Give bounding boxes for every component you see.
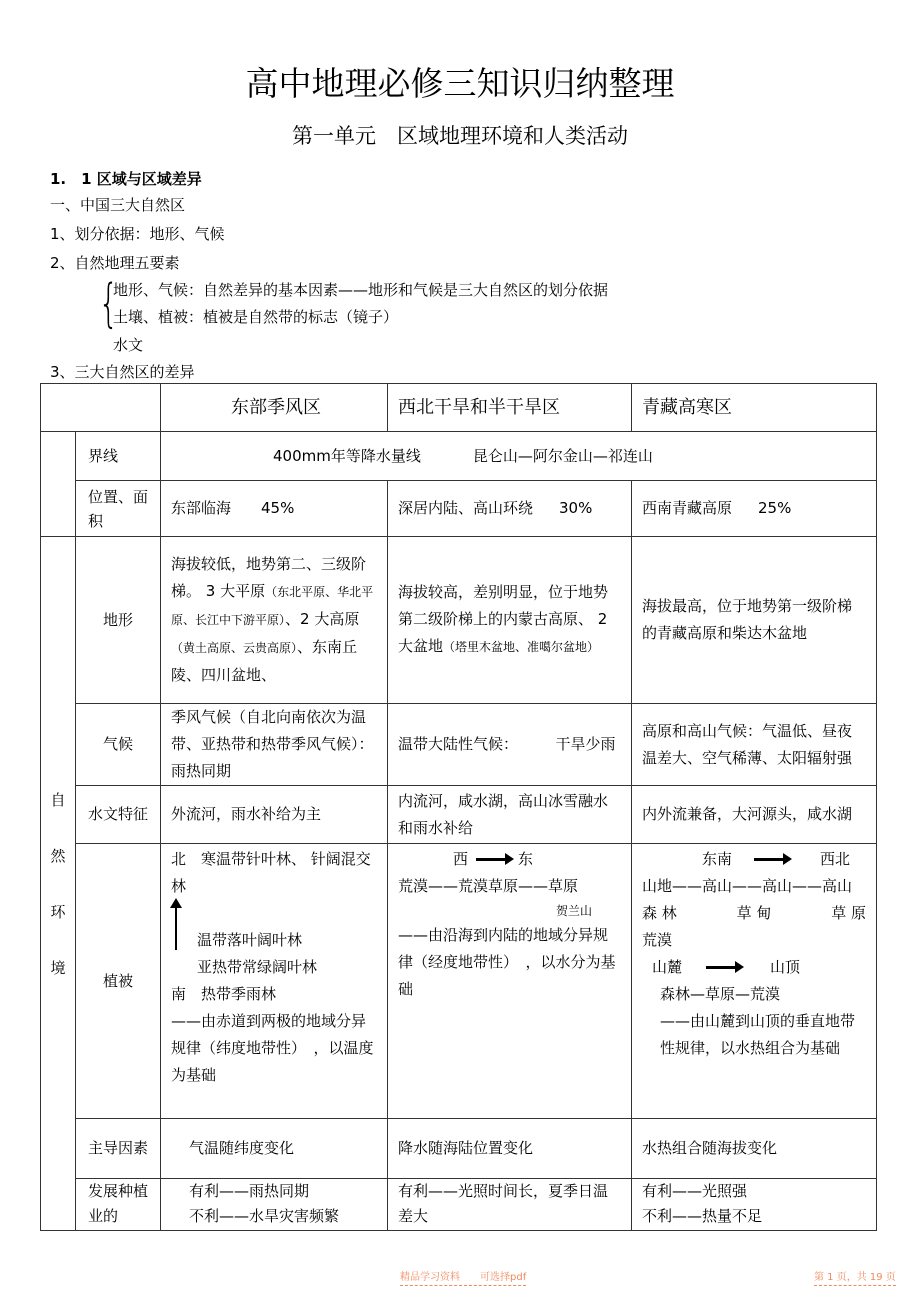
text-line: 3、三大自然区的差异 [50, 363, 195, 381]
area-percent: 25% [758, 499, 792, 517]
area-cell [388, 481, 632, 537]
row-label: 发展种植业的 [76, 1179, 161, 1231]
row-label: 位置、面积 [76, 481, 161, 537]
comparison-table [40, 383, 877, 1231]
empty-cell [41, 432, 76, 537]
hydrology-qinghai: 内外流兼备，大河源头，咸水湖 [632, 786, 877, 844]
climate-northwest: 温带大陆性气候： 干旱少雨 [388, 704, 632, 786]
climate-east: 季风气候（自北向南依次为温带、亚热带和热带季风气候）：雨热同期 [161, 704, 388, 786]
unit-title: 第一单元 区域地理环境和人类活动 [292, 124, 628, 148]
header-qinghai: 青藏高寒区 [632, 384, 877, 432]
section-heading: 1. 1 区域与区域差异 [50, 170, 202, 188]
row-label: 气候 [76, 704, 161, 786]
area-percent: 45% [261, 499, 295, 517]
right-arrow-icon [706, 966, 740, 969]
area-cell [161, 481, 388, 537]
footer-left: 精品学习资料 可选择pdf [400, 1268, 526, 1286]
vegetation-east: 北 寒温带针叶林、 针阔混交林 温带落叶阔叶林 亚热带常绿阔叶林 南 热带季雨林 ——由赤道到两极的地域分异规律（纬度地带性） ，以温度为基础 [161, 844, 388, 1119]
header-northwest: 西北干旱和半干旱区 [388, 384, 632, 432]
row-label: 界线 [76, 432, 161, 481]
row-label: 植被 [76, 844, 161, 1119]
hydrology-northwest: 内流河，咸水湖，高山冰雪融水和雨水补给 [388, 786, 632, 844]
boundary-cell [161, 432, 877, 481]
dominant-east: 气温随纬度变化 [161, 1119, 388, 1179]
vegetation-northwest: 西 东 荒漠——荒漠草原——草原 贺兰山 ——由沿海到内陆的地域分异规律（经度地带性） ，以水分为基础 [388, 844, 632, 1119]
section-heading: 一、中国三大自然区 [50, 196, 186, 214]
group-label [41, 537, 76, 1231]
up-arrow-icon [175, 904, 177, 950]
group-label-text: 自然环境 [50, 790, 66, 977]
vegetation-qinghai: 东南 西北 山地——高山——高山——高山 森 林 草 甸 草 原 荒漠 山麓 山顶 森林—草原—荒漠 ——由山麓到山顶的垂直地带性规律，以水热组合为基础 [632, 844, 877, 1119]
boundary-text: 400mm年等降水量线 [273, 446, 421, 465]
area-text: 深居内陆、高山环绕 [398, 499, 534, 517]
row-label: 水文特征 [76, 786, 161, 844]
element-item: 水文 [113, 336, 144, 354]
terrain-qinghai: 海拔最高，位于地势第一级阶梯的青藏高原和柴达木盆地 [632, 537, 877, 704]
element-item: 土壤、植被：植被是自然带的标志（镜子） [113, 308, 399, 326]
text-line: 2、自然地理五要素 [50, 254, 180, 272]
climate-qinghai: 高原和高山气候：气温低、昼夜温差大、空气稀薄、太阳辐射强 [632, 704, 877, 786]
agriculture-east: 有利——雨热同期 不利——水旱灾害频繁 [161, 1179, 388, 1231]
area-text: 西南青藏高原 [642, 499, 733, 517]
right-arrow-icon [754, 858, 788, 861]
hydrology-east: 外流河，雨水补给为主 [161, 786, 388, 844]
header-east: 东部季风区 [161, 384, 388, 432]
boundary-text: 昆仑山—阿尔金山—祁连山 [472, 446, 653, 465]
right-arrow-icon [476, 858, 510, 861]
brace-icon: { [98, 274, 119, 334]
empty-cell [41, 384, 161, 432]
terrain-east: 海拔较低，地势第二、三级阶梯。 3 大平原（东北平原、华北平原、长江中下游平原）、2 大高原（黄土高原、云贵高原）、东南丘陵、四川盆地、 [161, 537, 388, 704]
document-title: 高中地理必修三知识归纳整理 [245, 64, 675, 103]
area-percent: 30% [559, 499, 593, 517]
element-item: 地形、气候：自然差异的基本因素——地形和气候是三大自然区的划分依据 [113, 281, 609, 299]
agriculture-qinghai: 有利——光照强 不利——热量不足 [632, 1179, 877, 1231]
row-label: 地形 [76, 537, 161, 704]
text-line: 1、划分依据：地形、气候 [50, 225, 225, 243]
dominant-qinghai: 水热组合随海拔变化 [632, 1119, 877, 1179]
row-label: 主导因素 [76, 1119, 161, 1179]
page-number: 第 1 页，共 19 页 [814, 1268, 896, 1286]
area-text: 东部临海 [171, 499, 232, 517]
area-cell [632, 481, 877, 537]
agriculture-northwest: 有利——光照时间长，夏季日温差大 [388, 1179, 632, 1231]
terrain-northwest: 海拔较高，差别明显，位于地势第二级阶梯上的内蒙古高原、 2 大盆地（塔里木盆地、准噶尔盆地） [388, 537, 632, 704]
dominant-northwest: 降水随海陆位置变化 [388, 1119, 632, 1179]
